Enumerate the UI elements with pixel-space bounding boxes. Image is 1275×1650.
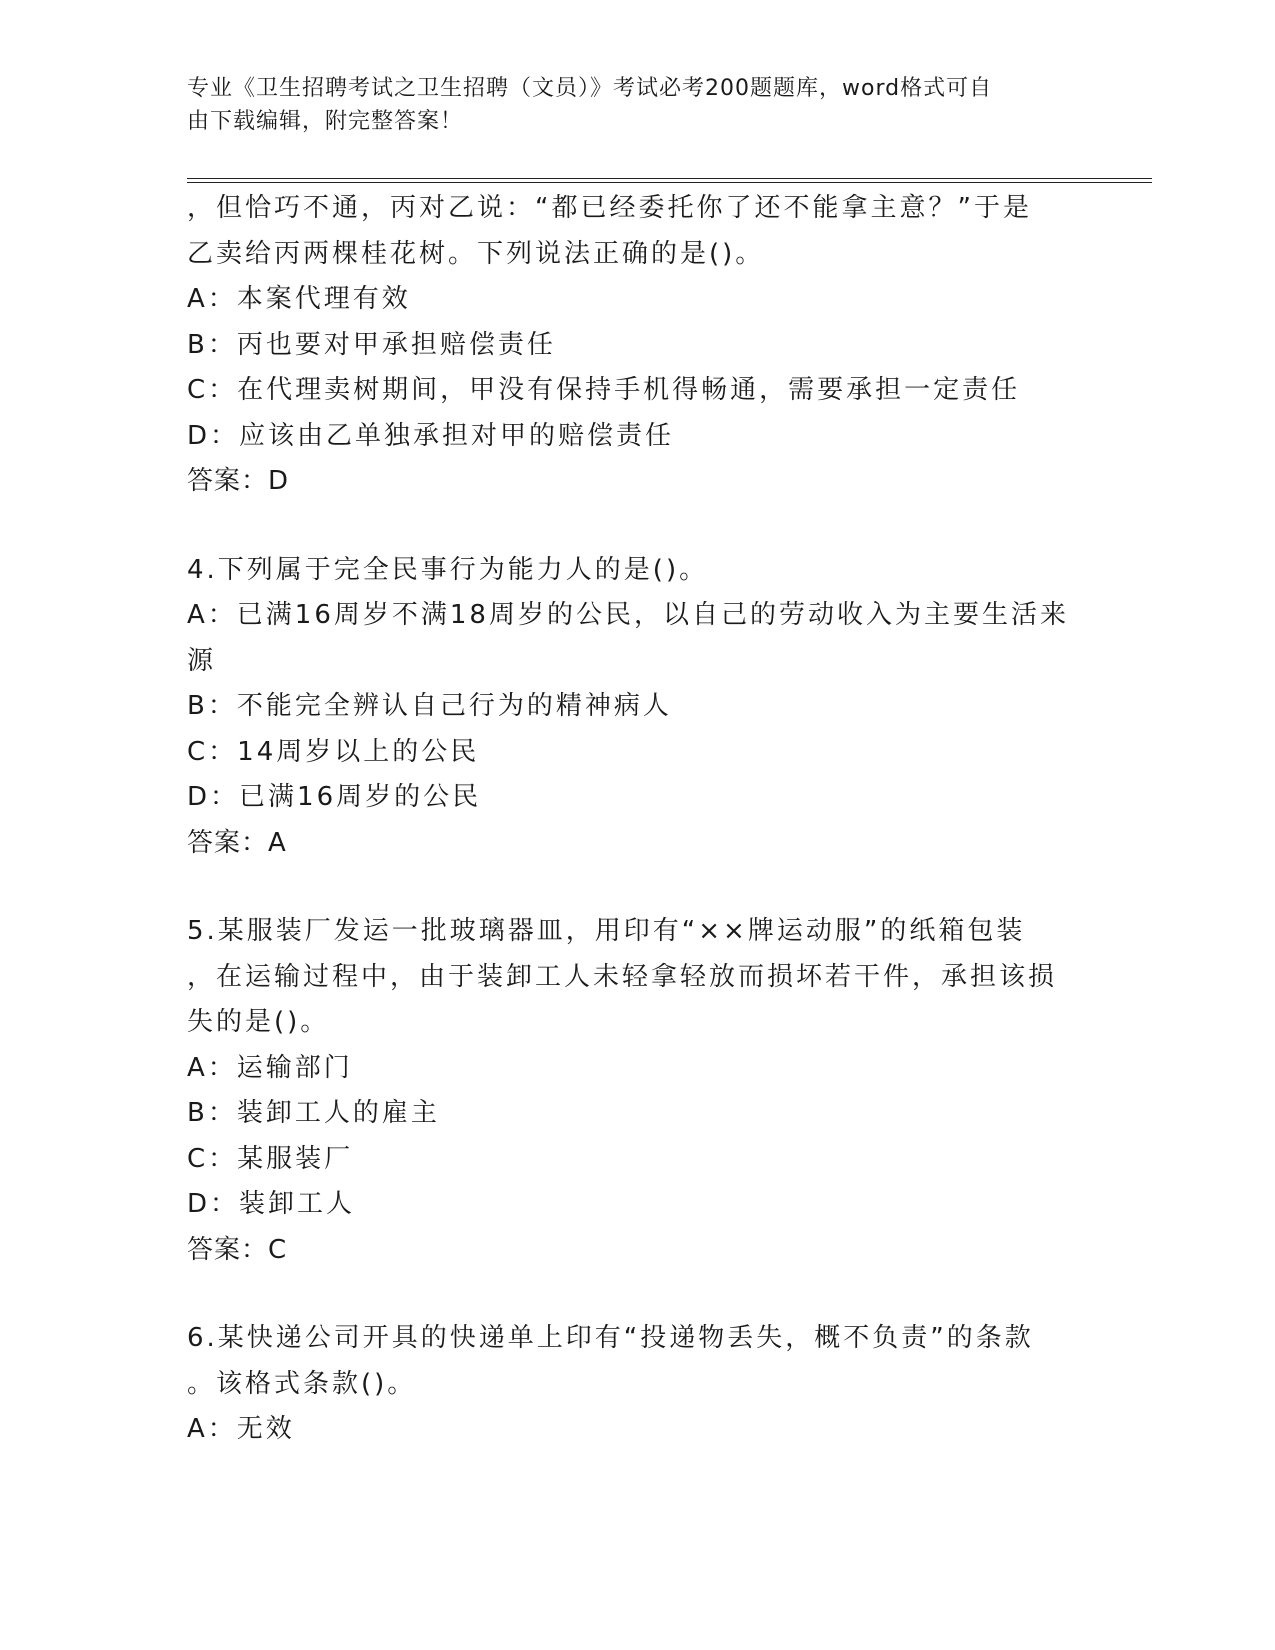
option-a: A：运输部门	[187, 1052, 353, 1083]
header-title-line-1: 专业《卫生招聘考试之卫生招聘（文员）》考试必考200题题库，word格式可自	[187, 76, 993, 101]
document-body	[187, 186, 1087, 1453]
answer: 答案：A	[187, 827, 287, 858]
question-text-line: 乙卖给丙两棵桂花树。下列说法正确的是()。	[187, 238, 765, 269]
question-5	[187, 909, 1087, 1273]
spacer	[187, 866, 1087, 909]
option-a-continued: 源	[187, 645, 217, 676]
option-a: A：已满16周岁不满18周岁的公民，以自己的劳动收入为主要生活来	[187, 600, 1069, 630]
page-header	[187, 72, 1067, 138]
option-b: B：丙也要对甲承担赔偿责任	[187, 329, 556, 360]
option-d: D：装卸工人	[187, 1189, 356, 1219]
question-3	[187, 186, 1087, 505]
spacer	[187, 1273, 1087, 1316]
option-c: C：在代理卖树期间，甲没有保持手机得畅通，需要承担一定责任	[187, 375, 1021, 405]
answer: 答案：D	[187, 466, 290, 496]
option-a: A：本案代理有效	[187, 284, 411, 314]
spacer	[187, 505, 1087, 548]
question-text-line: 4.下列属于完全民事行为能力人的是()。	[187, 554, 709, 585]
header-divider	[187, 178, 1152, 183]
option-b: B：装卸工人的雇主	[187, 1098, 440, 1128]
question-text-line: 5.某服装厂发运一批玻璃器皿，用印有“××牌运动服”的纸箱包装	[187, 916, 1026, 946]
question-text-line: 。该格式条款()。	[187, 1368, 417, 1399]
option-a: A：无效	[187, 1414, 295, 1444]
answer: 答案：C	[187, 1234, 288, 1265]
option-c: C：14周岁以上的公民	[187, 736, 480, 767]
option-d: D：已满16周岁的公民	[187, 782, 482, 812]
question-text-line: 6.某快递公司开具的快递单上印有“投递物丢失，概不负责”的条款	[187, 1323, 1034, 1353]
question-6	[187, 1316, 1087, 1453]
question-4	[187, 548, 1087, 867]
question-text-line: ，但恰巧不通，丙对乙说：“都已经委托你了还不能拿主意？”于是	[187, 193, 1032, 223]
option-c: C：某服装厂	[187, 1143, 354, 1174]
header-title-line-2: 由下载编辑，附完整答案！	[187, 109, 464, 134]
option-d: D：应该由乙单独承担对甲的赔偿责任	[187, 420, 675, 451]
question-text-line: 失的是()。	[187, 1007, 330, 1037]
option-b: B：不能完全辨认自己行为的精神病人	[187, 691, 672, 721]
question-text-line: ，在运输过程中，由于装卸工人未轻拿轻放而损坏若干件，承担该损	[187, 961, 1058, 992]
